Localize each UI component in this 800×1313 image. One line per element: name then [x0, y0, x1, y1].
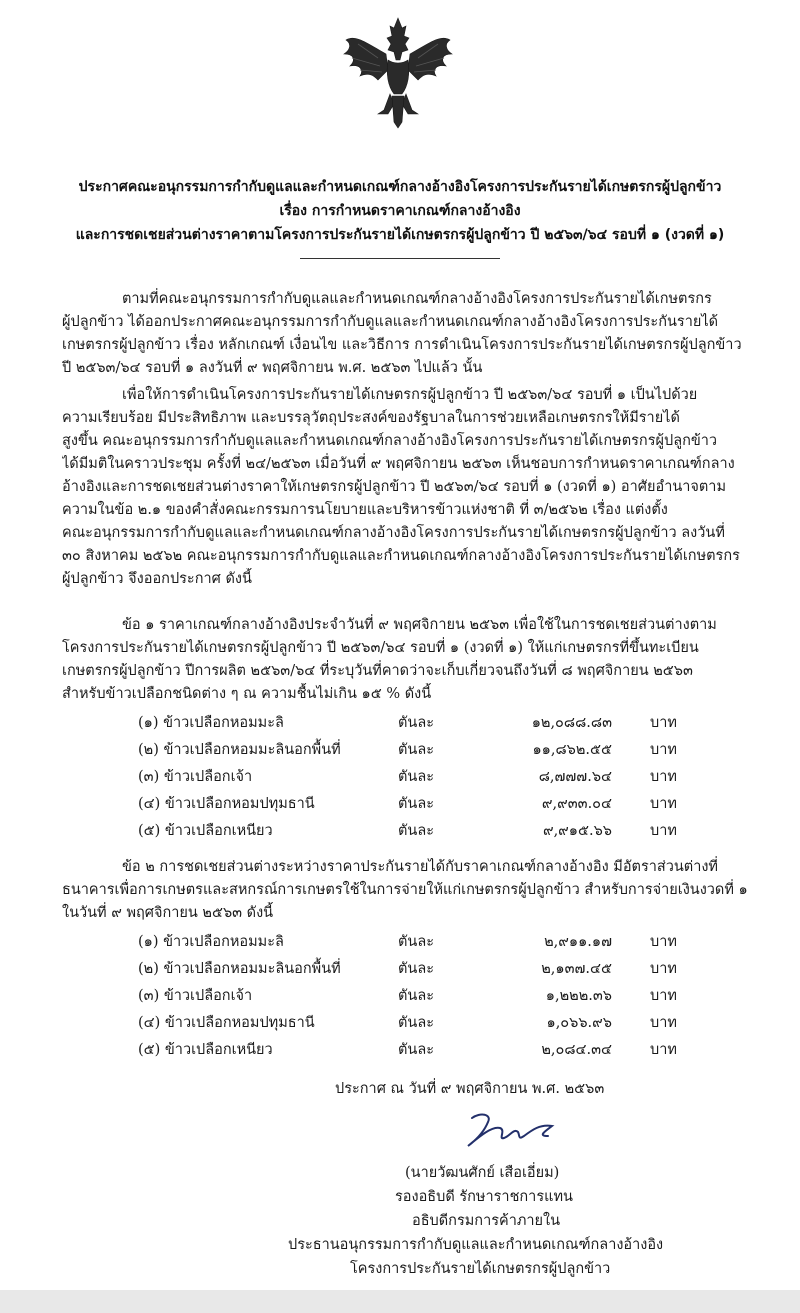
currency-label: บาท [650, 823, 677, 839]
text-line: เพื่อให้การดำเนินโครงการประกันรายได้เกษตรกรผู้ปลูกข้าว ปี ๒๕๖๓/๖๔ รอบที่ ๑ เป็นไปด้วย [122, 387, 698, 403]
paragraph-1 [62, 288, 768, 380]
unit-label: ตันละ [398, 1015, 435, 1031]
text-line: อ้างอิงและการชดเชยส่วนต่างราคาให้เกษตรกรผู้ปลูกข้าว ปี ๒๕๖๓/๖๔ รอบที่ ๑ (งวดที่ ๑) อาศัยอำนาจตาม [62, 479, 727, 495]
paragraph-2 [62, 384, 768, 591]
rice-type: (๕) ข้าวเปลือกเหนียว [138, 1042, 273, 1058]
text-line: ผู้ปลูกข้าว ได้ออกประกาศคณะอนุกรรมการกำกับดูแลและกำหนดเกณฑ์กลางอ้างอิงโครงการประกันรายได้ [62, 314, 719, 330]
text-line: ความในข้อ ๒.๑ ของคำสั่งคณะกรรมการนโยบายและบริหารข้าวแห่งชาติ ที่ ๓/๒๕๖๒ เรื่อง แต่งตั้ง [62, 502, 668, 518]
compensation-amount: ๒,๑๓๗.๔๕ [541, 961, 612, 977]
currency-label: บาท [650, 1015, 677, 1031]
rice-type: (๕) ข้าวเปลือกเหนียว [138, 823, 273, 839]
rice-type: (๔) ข้าวเปลือกหอมปทุมธานี [138, 1015, 315, 1031]
price-amount: ๘,๗๗๗.๖๔ [538, 769, 612, 785]
price-amount: ๙,๙๓๓.๐๔ [541, 796, 612, 812]
text-line: ความเรียบร้อย มีประสิทธิภาพ และบรรลุวัตถุประสงค์ของรัฐบาลในการช่วยเหลือเกษตรกรให้มีรายได้ [62, 410, 680, 426]
rice-type: (๒) ข้าวเปลือกหอมมะลินอกพื้นที่ [138, 961, 341, 977]
text-line: ผู้ปลูกข้าว จึงออกประกาศ ดังนี้ [62, 571, 252, 587]
unit-label: ตันละ [398, 715, 435, 731]
unit-label: ตันละ [398, 796, 435, 812]
garuda-emblem-icon [338, 14, 458, 132]
page-bottom-edge [0, 1290, 800, 1313]
compensation-amount: ๒,๐๘๔.๓๔ [541, 1042, 612, 1058]
signature [458, 1106, 568, 1156]
compensation-amount: ๑,๒๒๒.๓๖ [545, 988, 612, 1004]
title-line-3: และการชดเชยส่วนต่างราคาตามโครงการประกันรายได้เกษตรกรผู้ปลูกข้าว ปี ๒๕๖๓/๖๔ รอบที่ ๑ (งวดที่ ๑) [75, 227, 725, 243]
unit-label: ตันละ [398, 742, 435, 758]
text-line: ข้อ ๒ การชดเชยส่วนต่างระหว่างราคาประกันรายได้กับราคาเกณฑ์กลางอ้างอิง มีอัตราส่วนต่างที่ [122, 859, 718, 875]
compensation-amount: ๑,๐๖๖.๙๖ [546, 1015, 612, 1031]
text-line: สูงขึ้น คณะอนุกรรมการกำกับดูแลและกำหนดเกณฑ์กลางอ้างอิงโครงการประกันรายได้เกษตรกรผู้ปลูกข้าว [62, 433, 718, 449]
signatory-name: (นายวัฒนศักย์ เสือเอี่ยม) [405, 1165, 560, 1181]
text-line: ตามที่คณะอนุกรรมการกำกับดูแลและกำหนดเกณฑ์กลางอ้างอิงโครงการประกันรายได้เกษตรกร [122, 291, 712, 307]
unit-label: ตันละ [398, 961, 435, 977]
text-line: ข้อ ๑ ราคาเกณฑ์กลางอ้างอิงประจำวันที่ ๙ พฤศจิกายน ๒๕๖๓ เพื่อใช้ในการชดเชยส่วนต่างตาม [122, 617, 717, 633]
rice-type: (๑) ข้าวเปลือกหอมมะลิ [138, 715, 284, 731]
paragraph-3 [62, 614, 768, 706]
rice-type: (๓) ข้าวเปลือกเจ้า [138, 988, 253, 1004]
text-line: คณะอนุกรรมการกำกับดูแลและกำหนดเกณฑ์กลางอ้างอิงโครงการประกันรายได้เกษตรกรผู้ปลูกข้าว ลงวันที่ [62, 525, 725, 541]
text-line: ๓๐ สิงหาคม ๒๕๖๒ คณะอนุกรรมการกำกับดูแลและกำหนดเกณฑ์กลางอ้างอิงโครงการประกันรายได้เกษตรกร [62, 548, 740, 564]
unit-label: ตันละ [398, 934, 435, 950]
currency-label: บาท [650, 769, 677, 785]
title-line-1: ประกาศคณะอนุกรรมการกำกับดูแลและกำหนดเกณฑ์กลางอ้างอิงโครงการประกันรายได้เกษตรกรผู้ปลูกข้าว [78, 179, 722, 195]
rice-type: (๑) ข้าวเปลือกหอมมะลิ [138, 934, 284, 950]
signatory-role-1: รองอธิบดี รักษาราชการแทน [395, 1189, 573, 1205]
currency-label: บาท [650, 934, 677, 950]
currency-label: บาท [650, 961, 677, 977]
title-divider [300, 258, 500, 259]
text-line: ได้มีมติในคราวประชุม ครั้งที่ ๒๔/๒๕๖๓ เมื่อวันที่ ๙ พฤศจิกายน ๒๕๖๓ เห็นชอบการกำหนดราคาเกณฑ์กลาง [62, 456, 735, 472]
unit-label: ตันละ [398, 769, 435, 785]
currency-label: บาท [650, 715, 677, 731]
signatory-role-4: โครงการประกันรายได้เกษตรกรผู้ปลูกข้าว [350, 1261, 611, 1277]
currency-label: บาท [650, 742, 677, 758]
unit-label: ตันละ [398, 823, 435, 839]
text-line: ปี ๒๕๖๓/๖๔ รอบที่ ๑ ลงวันที่ ๙ พฤศจิกายน พ.ศ. ๒๕๖๓ ไปแล้ว นั้น [62, 360, 483, 376]
unit-label: ตันละ [398, 988, 435, 1004]
price-amount: ๙,๙๑๕.๖๖ [542, 823, 612, 839]
text-line: เกษตรกรผู้ปลูกข้าว เรื่อง หลักเกณฑ์ เงื่อนไข และวิธีการ การดำเนินโครงการประกันรายได้เกษตรกรผู้ปลูกข้าว [62, 337, 742, 353]
compensation-amount: ๒,๙๑๑.๑๗ [544, 934, 612, 950]
text-line: โครงการประกันรายได้เกษตรกรผู้ปลูกข้าว ปี ๒๕๖๓/๖๔ รอบที่ ๑ (งวดที่ ๑) ให้แก่เกษตรกรที่ขึ้นทะเบียน [62, 640, 699, 656]
rice-type: (๔) ข้าวเปลือกหอมปทุมธานี [138, 796, 315, 812]
signatory-role-3: ประธานอนุกรรมการกำกับดูแลและกำหนดเกณฑ์กลางอ้างอิง [288, 1237, 664, 1253]
currency-label: บาท [650, 1042, 677, 1058]
signatory-role-2: อธิบดีกรมการค้าภายใน [412, 1213, 561, 1229]
currency-label: บาท [650, 796, 677, 812]
paragraph-4 [62, 856, 768, 925]
text-line: ในวันที่ ๙ พฤศจิกายน ๒๕๖๓ ดังนี้ [62, 905, 274, 921]
price-amount: ๑๑,๘๖๒.๕๕ [532, 742, 612, 758]
unit-label: ตันละ [398, 1042, 435, 1058]
text-line: เกษตรกรผู้ปลูกข้าว ปีการผลิต ๒๕๖๓/๖๔ ที่ระบุวันที่คาดว่าจะเก็บเกี่ยวจนถึงวันที่ ๘ พฤศจิกายน ๒๕๖๓ [62, 663, 693, 679]
announce-date: ประกาศ ณ วันที่ ๙ พฤศจิกายน พ.ศ. ๒๕๖๓ [335, 1081, 605, 1097]
text-line: ธนาคารเพื่อการเกษตรและสหกรณ์การเกษตรใช้ในการจ่ายให้แก่เกษตรกรผู้ปลูกข้าว สำหรับการจ่ายเงินงวดที่ ๑ [62, 882, 748, 898]
price-amount: ๑๒,๐๘๘.๘๓ [531, 715, 612, 731]
rice-type: (๒) ข้าวเปลือกหอมมะลินอกพื้นที่ [138, 742, 341, 758]
text-line: สำหรับข้าวเปลือกชนิดต่าง ๆ ณ ความชื้นไม่เกิน ๑๕ % ดังนี้ [62, 686, 432, 702]
title-line-2: เรื่อง การกำหนดราคาเกณฑ์กลางอ้างอิง [279, 203, 521, 219]
rice-type: (๓) ข้าวเปลือกเจ้า [138, 769, 253, 785]
currency-label: บาท [650, 988, 677, 1004]
